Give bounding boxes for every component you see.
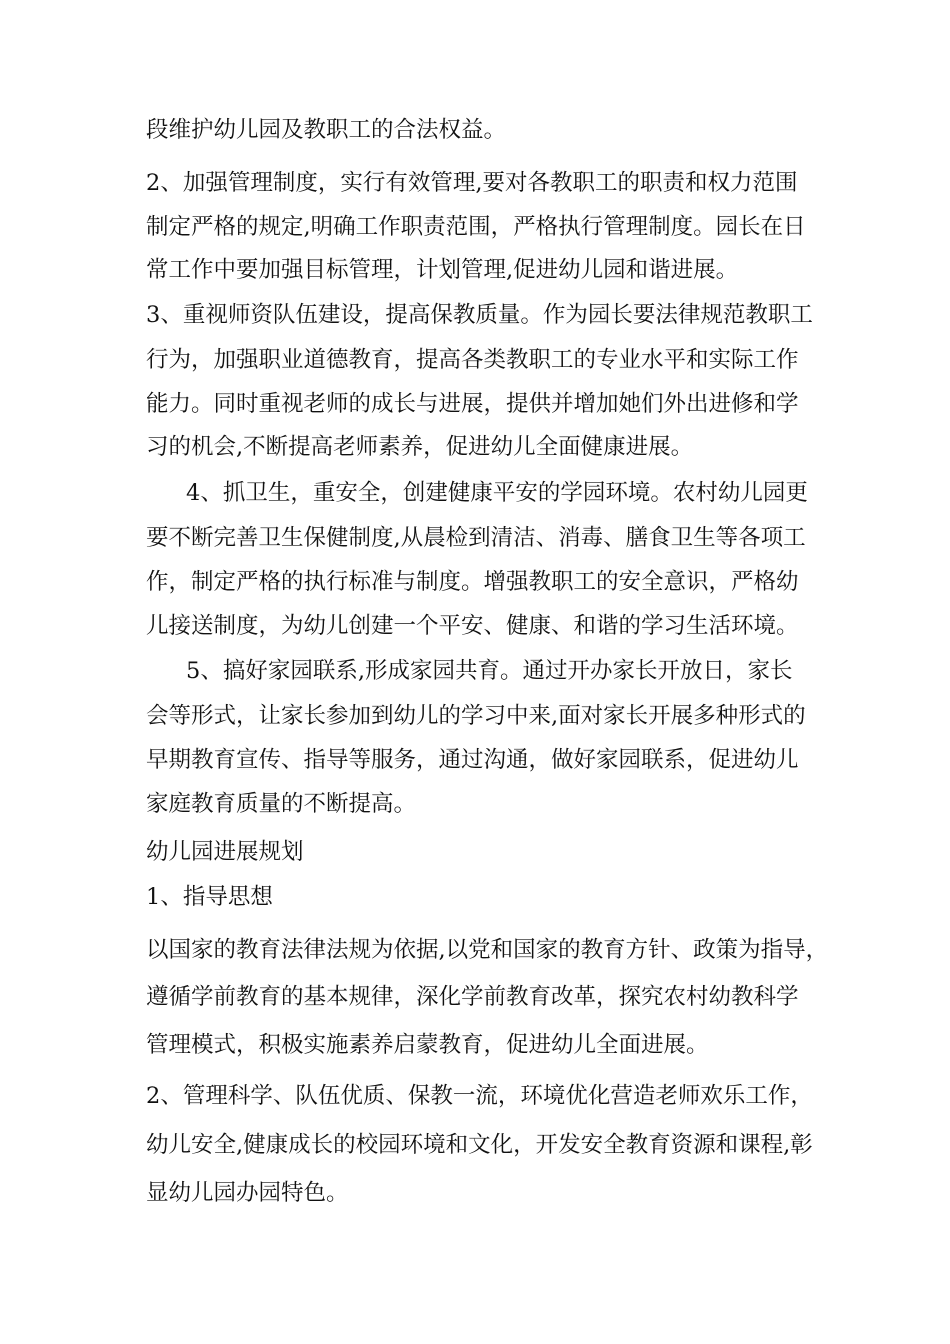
section-heading: 幼儿园进展规划 [146, 839, 304, 865]
text-line: 5、搞好家园联系,形成家园共育。通过开办家长开放日，家长 [186, 658, 793, 684]
text-line: 早期教育宣传、指导等服务，通过沟通，做好家园联系，促进幼儿 [146, 747, 799, 773]
text-line: 管理模式，积极实施素养启蒙教育，促进幼儿全面进展。 [146, 1032, 709, 1058]
text-line: 家庭教育质量的不断提高。 [146, 791, 417, 817]
text-line: 2、管理科学、队伍优质、保教一流，环境优化营造老师欢乐工作， [146, 1083, 813, 1109]
text-line: 常工作中要加强目标管理，计划管理,促进幼儿园和谐进展。 [146, 257, 739, 283]
text-line: 儿接送制度，为幼儿创建一个平安、健康、和谐的学习生活环境。 [146, 613, 799, 639]
text-line: 4、抓卫生，重安全，创建健康平安的学园环境。农村幼儿园更 [186, 480, 808, 506]
text-line: 作，制定严格的执行标准与制度。增强教职工的安全意识，严格幼 [146, 569, 799, 595]
text-line: 2、加强管理制度，实行有效管理,要对各教职工的职责和权力范围 [146, 170, 798, 196]
text-line: 以国家的教育法律法规为依据,以党和国家的教育方针、政策为指导， [146, 937, 829, 963]
text-line: 段维护幼儿园及教职工的合法权益。 [146, 117, 507, 143]
text-line: 显幼儿园办园特色。 [146, 1180, 349, 1206]
text-line: 遵循学前教育的基本规律，深化学前教育改革，探究农村幼教科学 [146, 984, 799, 1010]
text-line: 习的机会,不断提高老师素养，促进幼儿全面健康进展。 [146, 434, 694, 460]
text-line: 3、重视师资队伍建设，提高保教质量。作为园长要法律规范教职工 [146, 302, 813, 328]
text-line: 1、指导思想 [146, 884, 273, 910]
text-line: 要不断完善卫生保健制度,从晨检到清洁、消毒、膳食卫生等各项工 [146, 525, 806, 551]
text-line: 制定严格的规定,明确工作职责范围，严格执行管理制度。园长在日 [146, 214, 806, 240]
text-line: 能力。同时重视老师的成长与进展，提供并增加她们外出进修和学 [146, 391, 799, 417]
text-line: 行为，加强职业道德教育，提高各类教职工的专业水平和实际工作 [146, 347, 799, 373]
text-line: 会等形式，让家长参加到幼儿的学习中来,面对家长开展多种形式的 [146, 703, 806, 729]
text-line: 幼儿安全,健康成长的校园环境和文化，开发安全教育资源和课程,彰 [146, 1132, 813, 1158]
